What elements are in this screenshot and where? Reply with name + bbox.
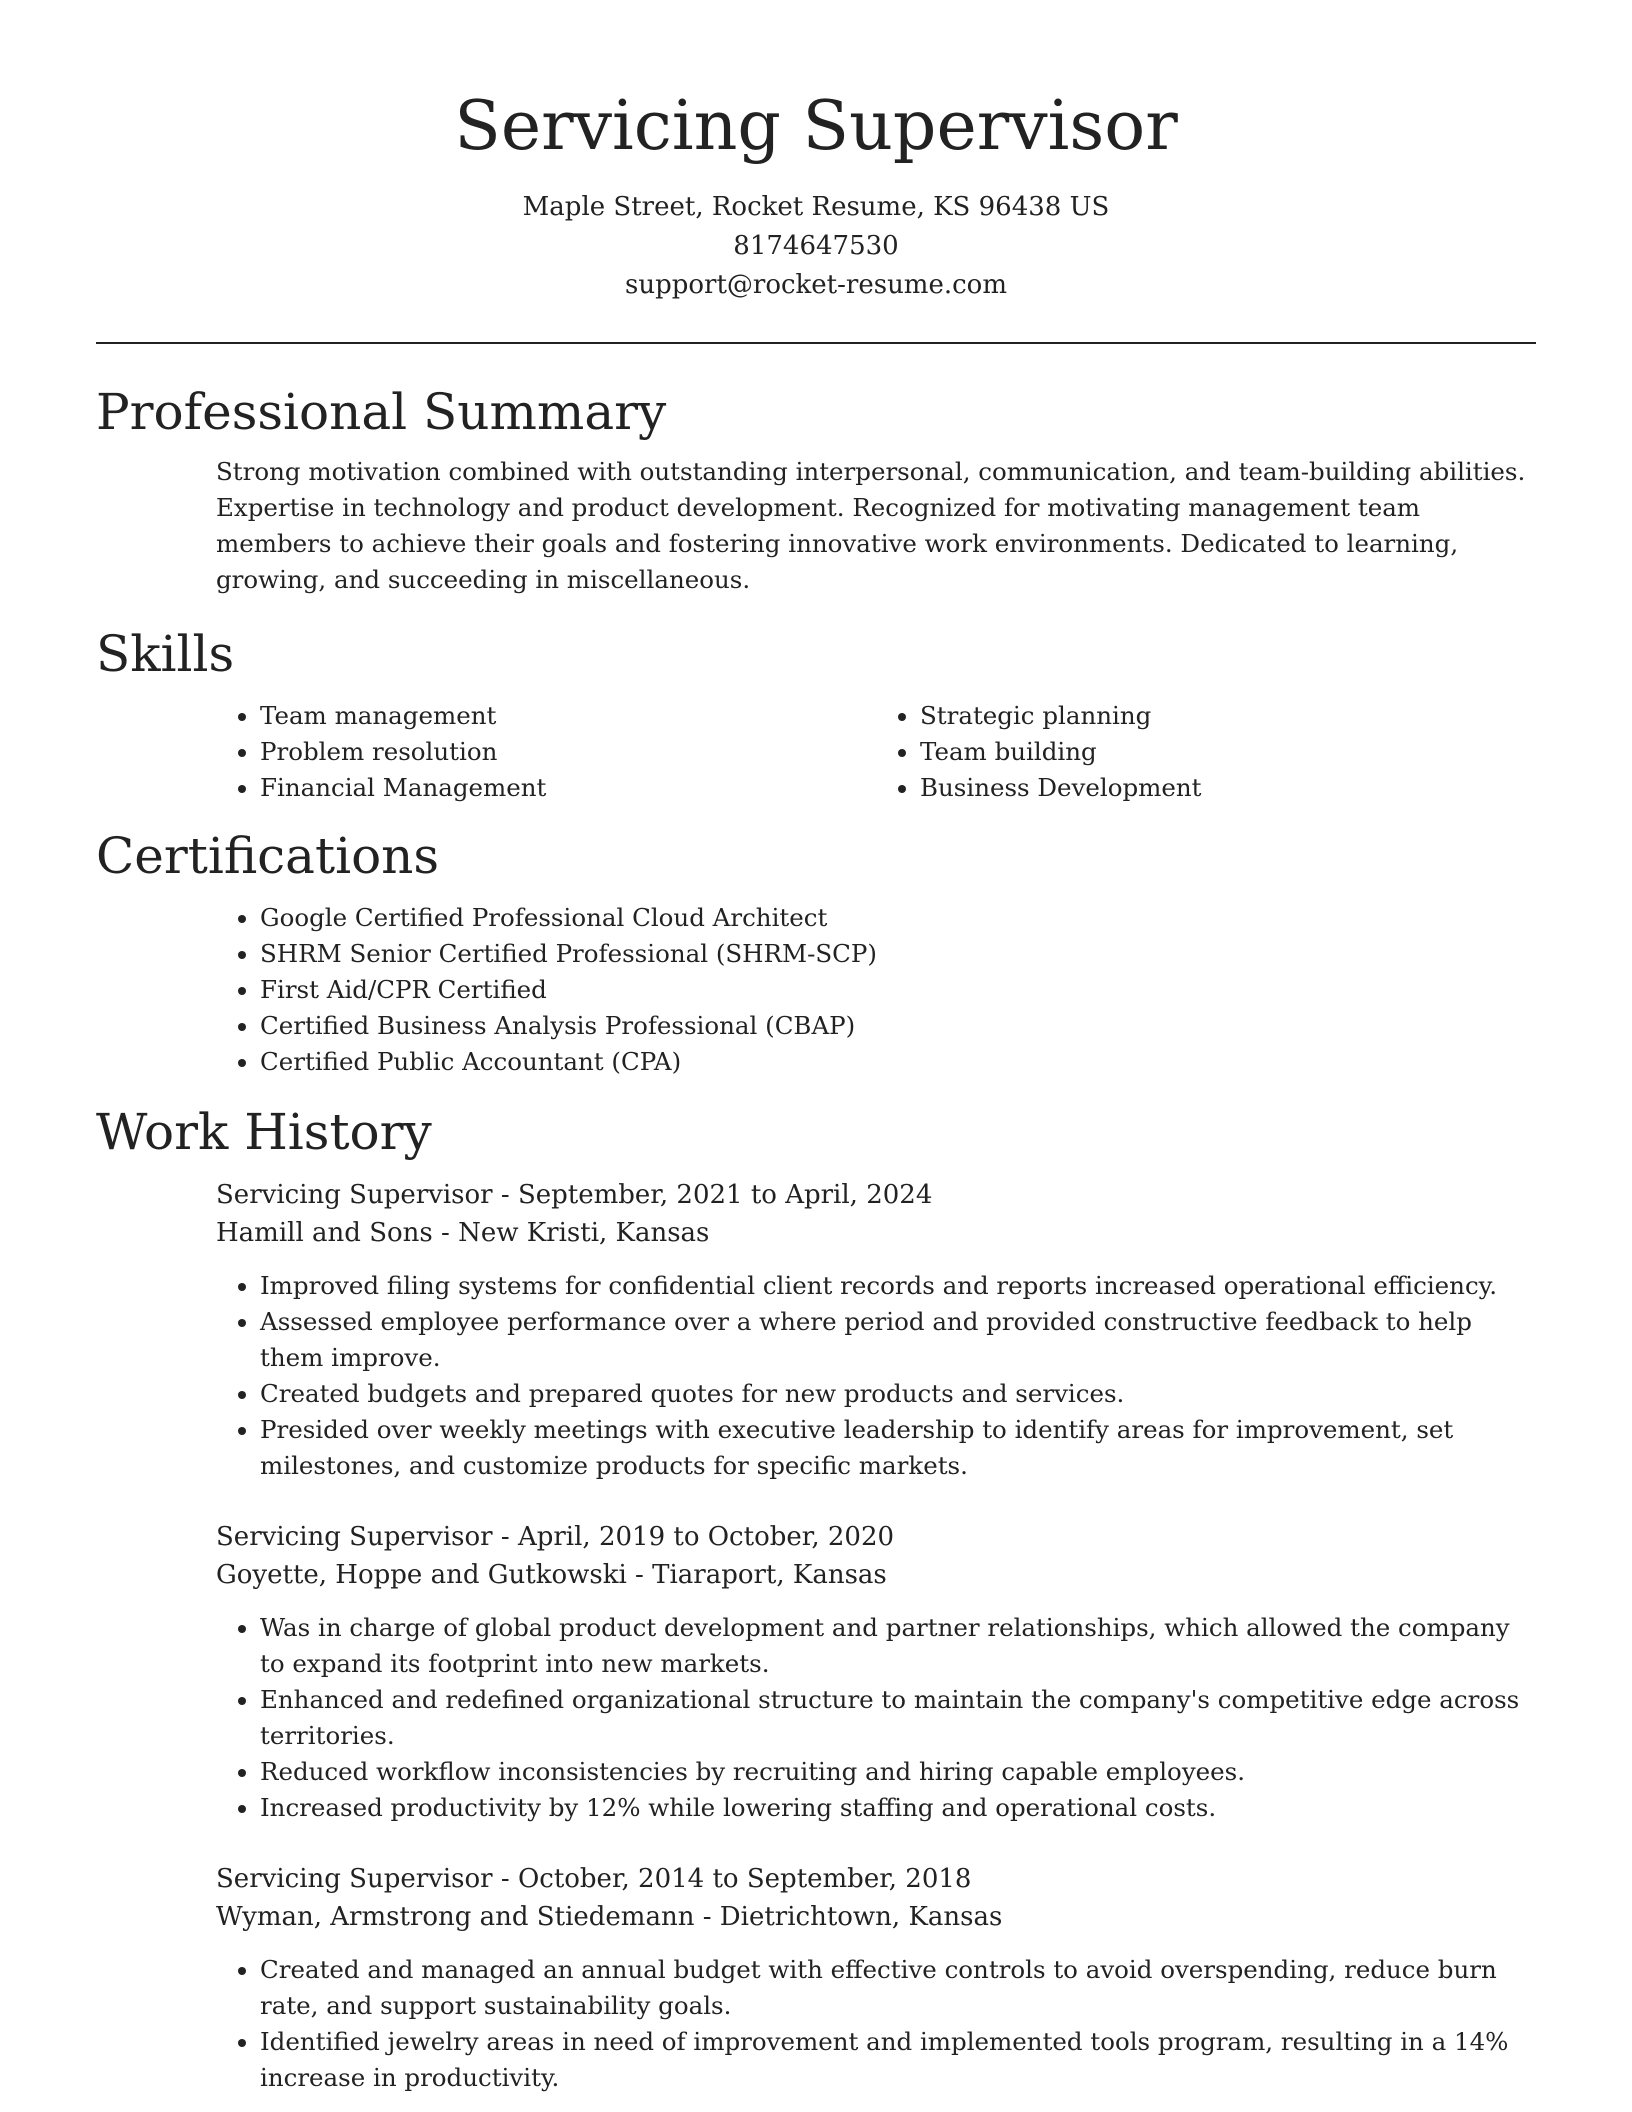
- work-history-heading: Work History: [96, 1103, 432, 1161]
- job-entry: [216, 1518, 1536, 1826]
- summary-text: Strong motivation combined with outstanding interpersonal, communication, and team-building abilities. Expertise in technology and product development. Recognized for motivating management team members to achieve their goals and fostering innovative work environments. Dedicated to learning, growing, and succeeding in miscellaneous.: [216, 457, 1526, 594]
- skills-right-column: [876, 698, 1536, 806]
- job-entry: [216, 1860, 1536, 2096]
- job-title-line: Servicing Supervisor - October, 2014 to September, 2018: [216, 1864, 972, 1894]
- job-title-line: Servicing Supervisor - September, 2021 to April, 2024: [216, 1180, 933, 1210]
- certifications-section: [96, 822, 1536, 1080]
- email: support@rocket-resume.com: [624, 270, 1007, 300]
- certifications-list: [216, 900, 1536, 1080]
- job-bullet: • Increased productivity by 12% while lowering staffing and operational costs.: [260, 1790, 1536, 1826]
- certifications-body: [216, 900, 1536, 1080]
- job-entry: [216, 1176, 1536, 1484]
- skills-section: [96, 620, 1536, 806]
- job-company-line: Goyette, Hoppe and Gutkowski - Tiaraport, Kansas: [216, 1560, 887, 1590]
- job-bullet: • Created and managed an annual budget with effective controls to avoid overspending, reduce burn rate, and support sustainability goals.: [260, 1952, 1536, 2024]
- skill-item: • Business Development: [920, 770, 1536, 806]
- job-bullet: • Was in charge of global product development and partner relationships, which allowed the company to expand its footprint into new markets.: [260, 1610, 1536, 1682]
- job-company-line: Wyman, Armstrong and Stiedemann - Dietrichtown, Kansas: [216, 1902, 1003, 1932]
- job-location: New Kristi, Kansas: [458, 1218, 710, 1248]
- job-company-line: Hamill and Sons - New Kristi, Kansas: [216, 1218, 710, 1248]
- certification-item: • First Aid/CPR Certified: [260, 972, 1536, 1008]
- summary-body: [216, 454, 1536, 598]
- job-title-line: Servicing Supervisor - April, 2019 to October, 2020: [216, 1522, 895, 1552]
- address: Maple Street, Rocket Resume, KS 96438 US: [522, 192, 1110, 222]
- job-bullets: [216, 1268, 1536, 1484]
- skills-grid: [216, 698, 1536, 806]
- skill-item: • Team building: [920, 734, 1536, 770]
- job-location: Tiaraport, Kansas: [652, 1560, 887, 1590]
- job-bullet: • Identified jewelry areas in need of improvement and implemented tools program, resulting in a 14% increase in productivity.: [260, 2024, 1536, 2096]
- resume-content: [96, 378, 1536, 2096]
- contact-block: [0, 188, 1632, 305]
- job-dates: September, 2021 to April, 2024: [517, 1180, 933, 1210]
- job-company: Hamill and Sons: [216, 1218, 433, 1248]
- job-company: Wyman, Armstrong and Stiedemann: [216, 1902, 695, 1932]
- skills-body: [216, 698, 1536, 806]
- job-bullets: [216, 1610, 1536, 1826]
- skills-heading: Skills: [96, 625, 235, 683]
- job-bullets: [216, 1952, 1536, 2096]
- resume-header: [0, 0, 1632, 305]
- candidate-name: Servicing Supervisor: [454, 87, 1178, 166]
- phone: 8174647530: [733, 231, 899, 261]
- job-bullet: • Enhanced and redefined organizational structure to maintain the company's competitive edge across territories.: [260, 1682, 1536, 1754]
- job-location: Dietrichtown, Kansas: [719, 1902, 1003, 1932]
- work-history-section: [96, 1098, 1536, 2096]
- certification-item: • Google Certified Professional Cloud Architect: [260, 900, 1536, 936]
- job-bullet: • Created budgets and prepared quotes for new products and services.: [260, 1376, 1536, 1412]
- skill-item: • Financial Management: [260, 770, 876, 806]
- job-title: Servicing Supervisor: [216, 1864, 493, 1894]
- job-company: Goyette, Hoppe and Gutkowski: [216, 1560, 627, 1590]
- job-title: Servicing Supervisor: [216, 1180, 493, 1210]
- job-bullet: • Presided over weekly meetings with executive leadership to identify areas for improvement, set milestones, and customize products for specific markets.: [260, 1412, 1536, 1484]
- job-bullet: • Assessed employee performance over a where period and provided constructive feedback to help them improve.: [260, 1304, 1536, 1376]
- skill-item: • Problem resolution: [260, 734, 876, 770]
- summary-heading: Professional Summary: [96, 383, 667, 441]
- header-divider: [96, 342, 1536, 344]
- skill-item: • Team management: [260, 698, 876, 734]
- certification-item: • Certified Public Accountant (CPA): [260, 1044, 1536, 1080]
- job-bullet: • Reduced workflow inconsistencies by recruiting and hiring capable employees.: [260, 1754, 1536, 1790]
- certification-item: • Certified Business Analysis Professional (CBAP): [260, 1008, 1536, 1044]
- skill-item: • Strategic planning: [920, 698, 1536, 734]
- skills-left-column: [216, 698, 876, 806]
- job-dates: April, 2019 to October, 2020: [517, 1522, 895, 1552]
- job-bullet: • Improved filing systems for confidential client records and reports increased operational efficiency.: [260, 1268, 1536, 1304]
- work-history-body: [216, 1176, 1536, 2096]
- job-title: Servicing Supervisor: [216, 1522, 493, 1552]
- certifications-heading: Certifications: [96, 827, 440, 885]
- summary-section: [96, 378, 1536, 598]
- job-dates: October, 2014 to September, 2018: [517, 1864, 972, 1894]
- certification-item: • SHRM Senior Certified Professional (SHRM-SCP): [260, 936, 1536, 972]
